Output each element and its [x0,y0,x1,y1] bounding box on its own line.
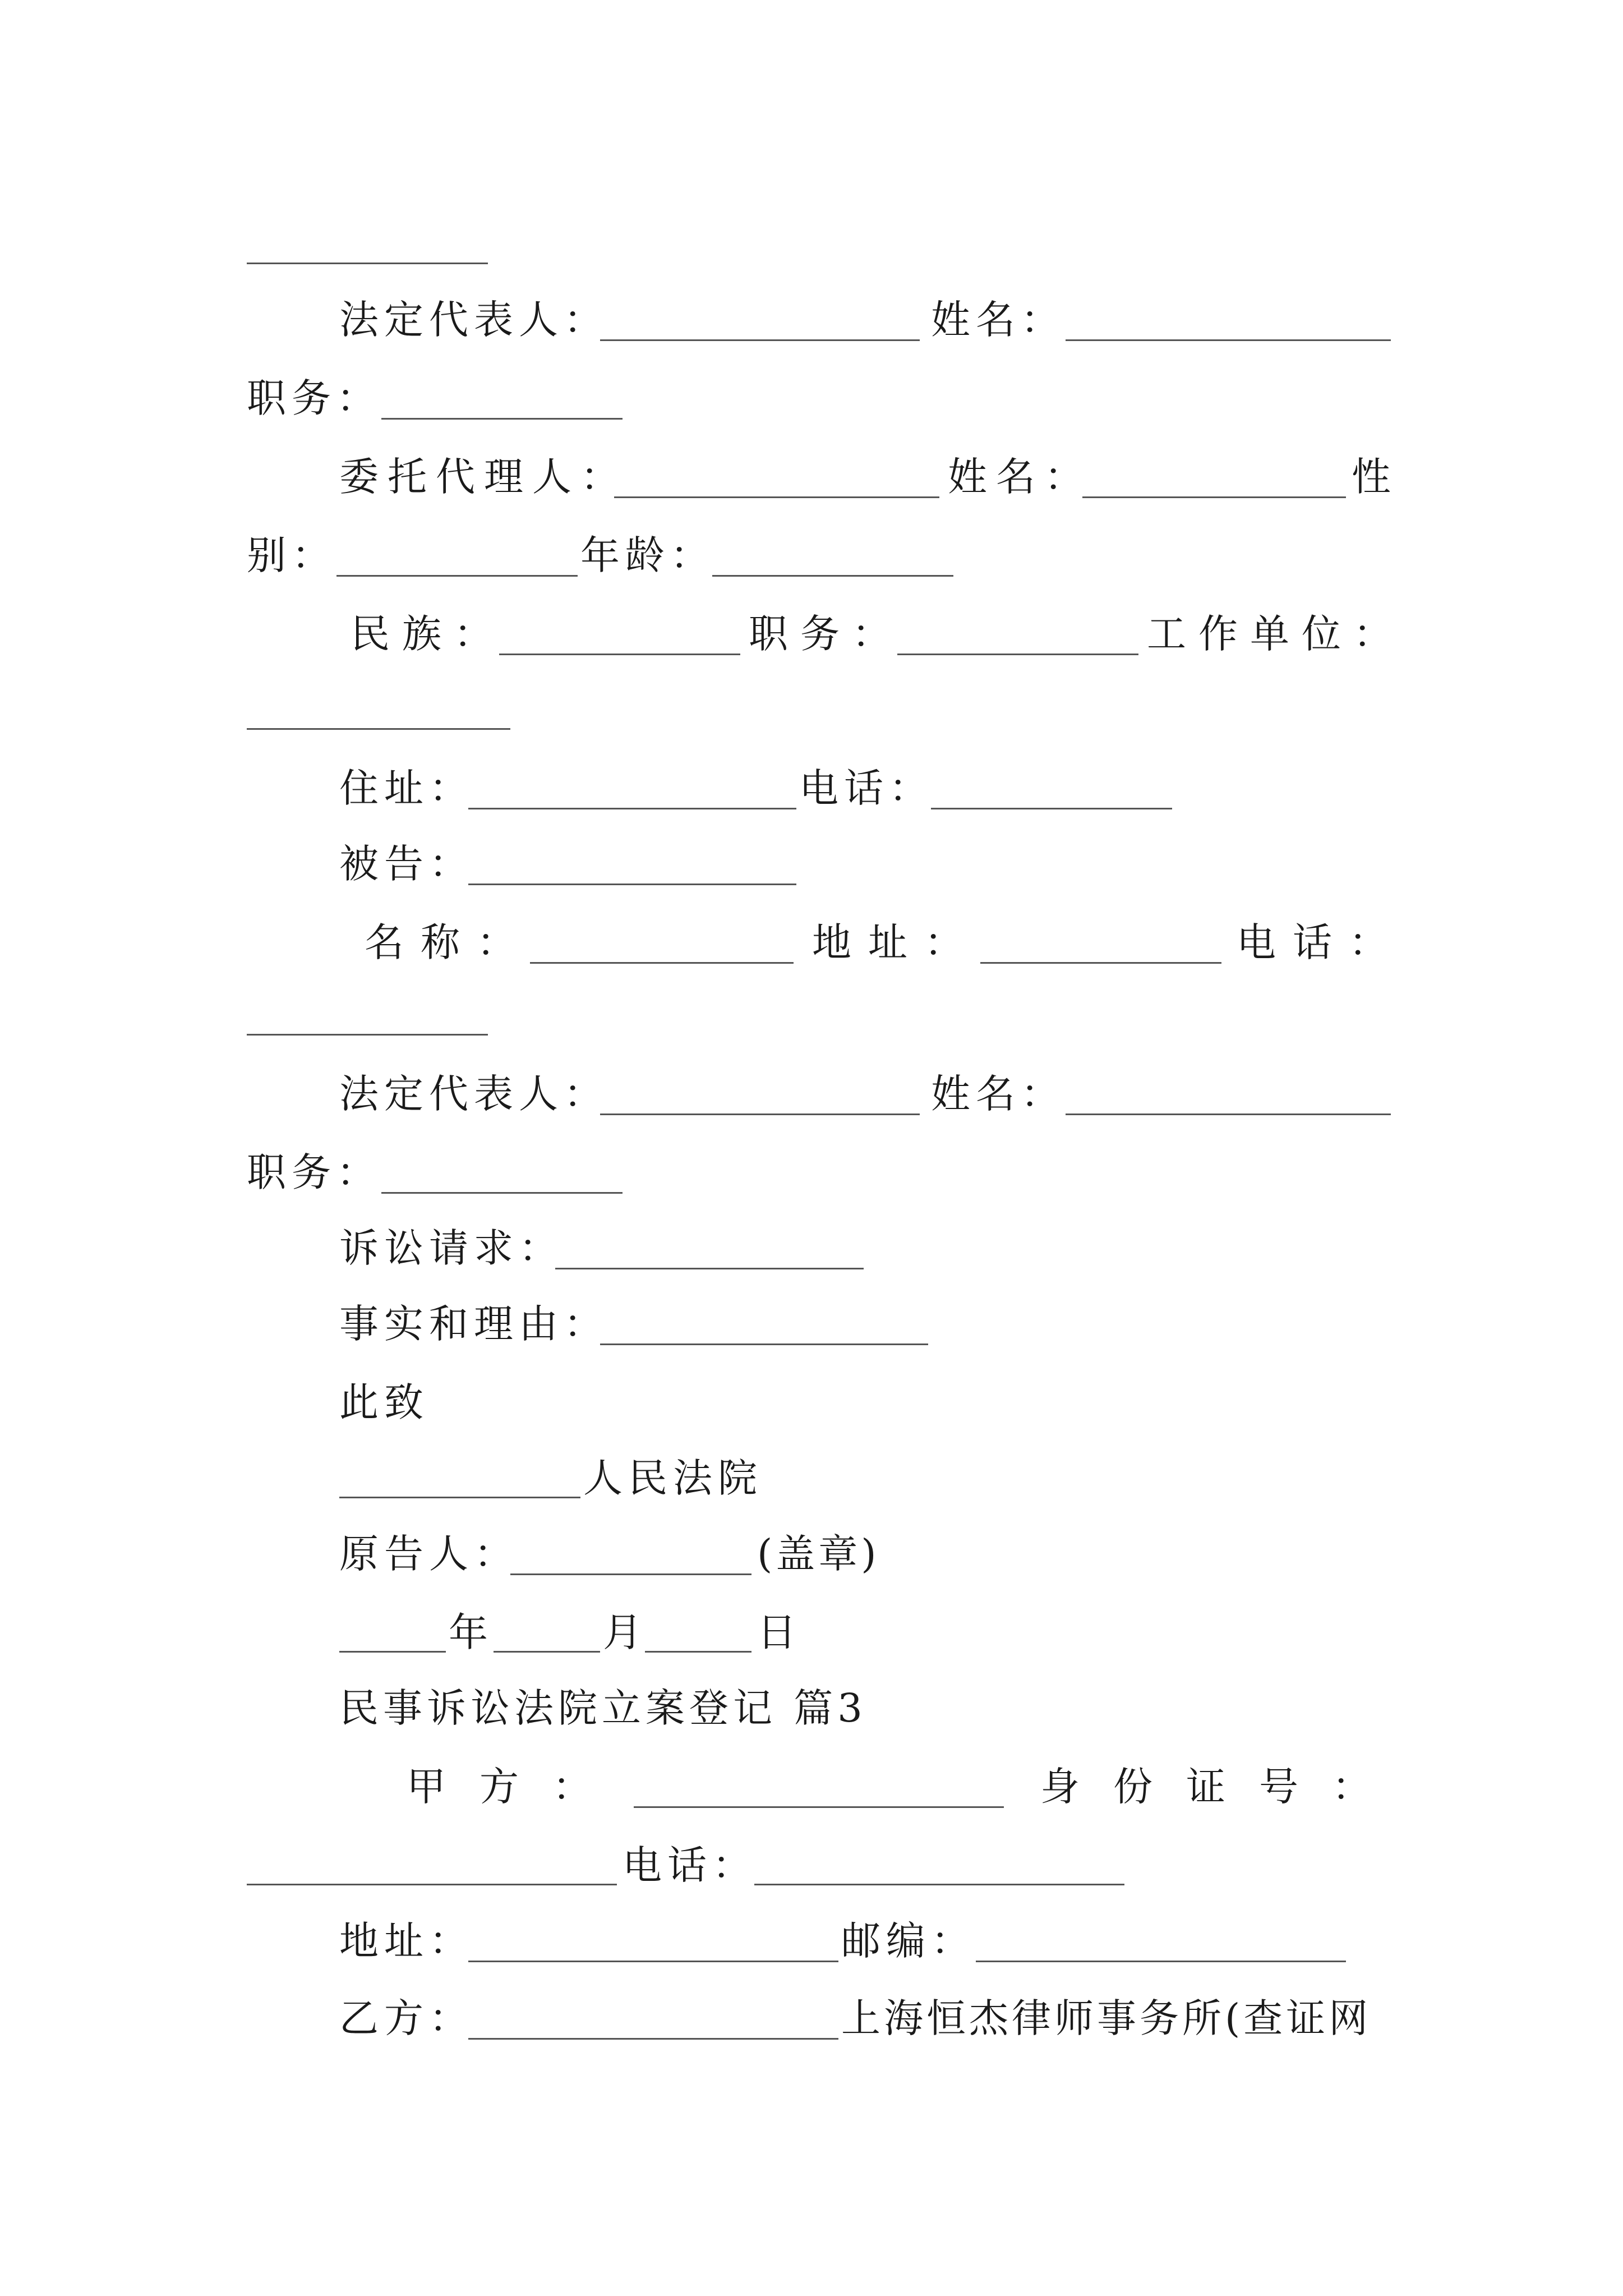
ethnicity-field[interactable] [499,654,740,655]
defendant-label: 被告： [339,841,474,887]
defendant-phone-label: 电话： [1237,919,1405,965]
position-field-2[interactable] [897,654,1138,655]
party-b-label: 乙方： [339,1995,474,2041]
party-a-field[interactable] [634,1806,1004,1808]
month-field[interactable] [494,1651,600,1653]
address-label: 住址： [339,765,474,811]
day-field[interactable] [645,1651,751,1653]
salutation: 此致 [339,1379,429,1425]
facts-label: 事实和理由： [339,1301,608,1347]
ethnicity-label: 民族： [351,611,505,657]
id-number-field[interactable] [247,1884,617,1885]
address-field[interactable] [468,808,796,809]
claims-field[interactable] [555,1268,864,1269]
court-name-field[interactable] [339,1497,580,1498]
company-name-label: 名称： [365,919,533,965]
court-suffix: 人民法院 [583,1455,763,1501]
defendant-position-label: 职务： [247,1149,381,1195]
plaintiff-sign-label: 原告人： [339,1531,519,1577]
defendant-position-field[interactable] [381,1192,623,1194]
position-field[interactable] [381,418,623,420]
seal-note: (盖章) [757,1531,880,1577]
year-field[interactable] [339,1651,446,1653]
blank-line[interactable] [247,263,488,264]
defendant-address-label: 地址： [812,919,980,965]
company-name-field[interactable] [530,962,794,964]
plaintiff-sign-field[interactable] [510,1573,751,1575]
position-label-2: 职务： [749,611,903,657]
gender-field[interactable] [336,575,578,577]
contract-address-label: 地址： [339,1918,474,1964]
facts-field[interactable] [600,1343,928,1345]
defendant-legal-rep-field[interactable] [600,1114,920,1115]
defendant-address-field[interactable] [980,962,1221,964]
age-field[interactable] [712,575,953,577]
party-b-field[interactable] [468,2038,838,2040]
phone-label: 电话： [799,765,934,811]
agent-label: 委托代理人： [339,454,629,500]
year-label: 年 [449,1609,488,1655]
postcode-label: 邮编： [841,1918,976,1964]
defendant-name-label: 姓名： [931,1071,1066,1117]
phone-field[interactable] [931,808,1172,809]
defendant-name-field[interactable] [1066,1114,1391,1115]
day-label: 日 [757,1609,796,1655]
defendant-legal-rep-label: 法定代表人： [339,1071,608,1117]
name-label: 姓名： [931,297,1066,343]
postcode-field[interactable] [976,1961,1346,1962]
agent-name-field[interactable] [1082,496,1346,498]
id-number-label: 身份证号： [1040,1764,1405,1810]
legal-rep-field[interactable] [600,339,920,341]
defendant-phone-field[interactable] [247,1034,488,1036]
age-label: 年龄： [580,532,715,578]
workplace-label: 工作单位： [1147,611,1405,657]
name-field[interactable] [1066,339,1391,341]
section-heading: 民事诉讼法院立案登记 篇3 [339,1685,867,1731]
legal-rep-label: 法定代表人： [339,297,608,343]
gender-label-part2: 别： [247,532,336,578]
party-b-suffix: 上海恒杰律师事务所(查证网 [841,1995,1372,2041]
claims-label: 诉讼请求： [339,1225,564,1271]
defendant-field[interactable] [468,884,796,885]
contract-address-field[interactable] [468,1961,838,1962]
agent-field[interactable] [614,496,939,498]
position-label: 职务： [247,375,381,421]
agent-name-label: 姓名： [948,454,1092,500]
gender-label-part1: 性 [1352,454,1391,500]
contract-phone-field[interactable] [754,1884,1124,1885]
month-label: 月 [603,1609,642,1655]
contract-phone-label: 电话： [623,1842,757,1888]
party-a-label: 甲方： [407,1764,625,1810]
workplace-field[interactable] [247,728,510,730]
